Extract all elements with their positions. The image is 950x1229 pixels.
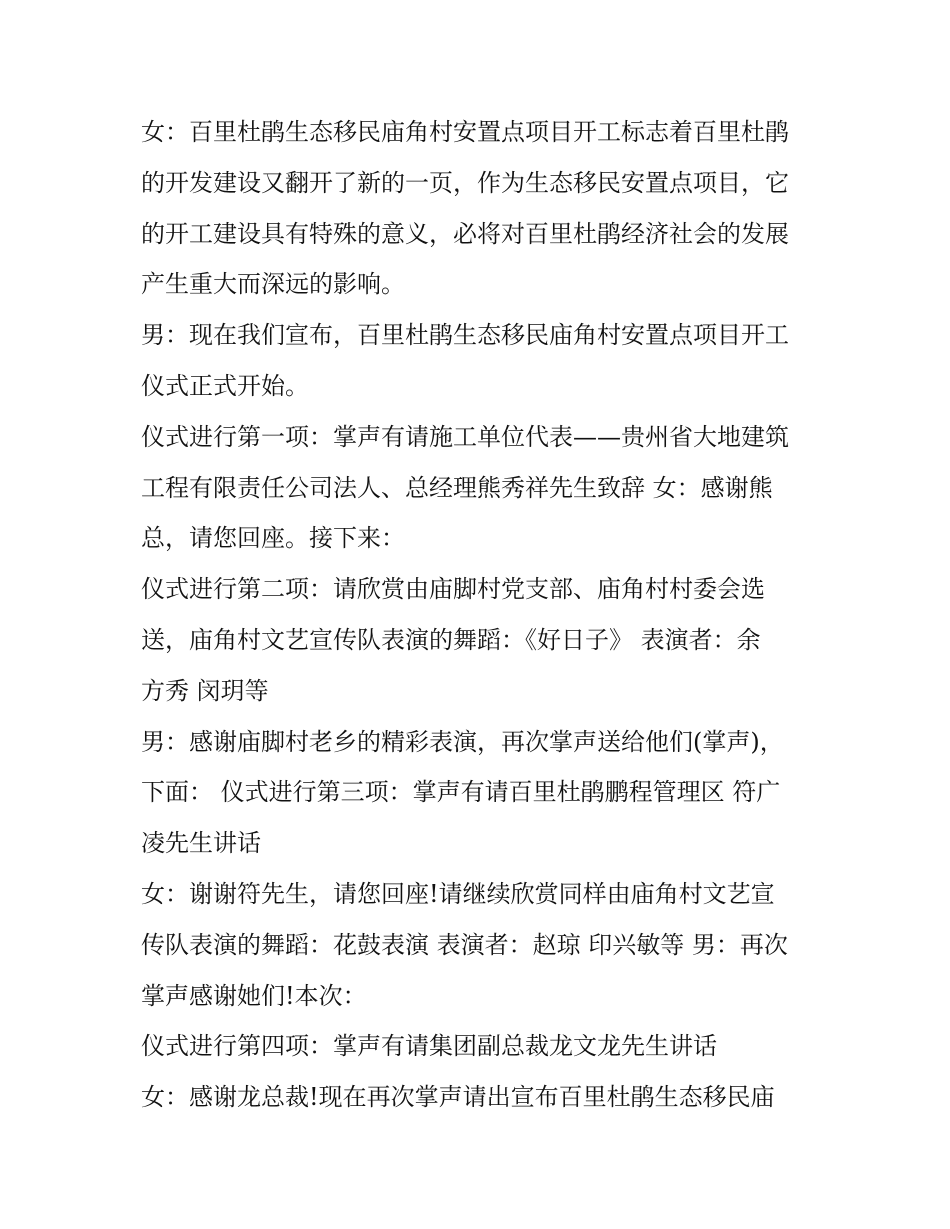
text-line-14: 下面： 仪式进行第三项：掌声有请百里杜鹃鹏程管理区 符广 [141,778,781,807]
text-line-16: 女：谢谢符先生，请您回座!请继续欣赏同样由庙角村文艺宣 [141,879,775,908]
text-line-3: 的开工建设具有特殊的意义，必将对百里杜鹃经济社会的发展 [141,219,789,248]
text-line-12: 方秀 闵玥等 [141,676,269,705]
text-line-10: 仪式进行第二项：请欣赏由庙脚村党支部、庙角村村委会选 [141,575,765,604]
text-line-15: 凌先生讲话 [141,829,261,858]
text-line-9: 总，请您回座。接下来： [141,524,405,553]
text-line-4: 产生重大而深远的影响。 [141,270,405,299]
text-line-13: 男：感谢庙脚村老乡的精彩表演，再次掌声送给他们(掌声)， [141,727,784,756]
text-line-6: 仪式正式开始。 [141,371,309,400]
text-line-19: 仪式进行第四项：掌声有请集团副总裁龙文龙先生讲话 [141,1032,717,1061]
text-line-8: 工程有限责任公司法人、总经理熊秀祥先生致辞 女：感谢熊 [141,473,773,502]
text-line-17: 传队表演的舞蹈：花鼓表演 表演者：赵琼 印兴敏等 男：再次 [141,930,788,959]
text-line-2: 的开发建设又翻开了新的一页，作为生态移民安置点项目，它 [141,168,789,197]
document-body [141,107,821,1123]
text-line-5: 男：现在我们宣布，百里杜鹃生态移民庙角村安置点项目开工 [141,321,789,350]
text-line-18: 掌声感谢她们!本次： [141,981,367,1010]
text-line-7: 仪式进行第一项：掌声有请施工单位代表——贵州省大地建筑 [141,422,789,451]
text-line-20: 女：感谢龙总裁!现在再次掌声请出宣布百里杜鹃生态移民庙 [141,1083,775,1112]
text-line-1: 女：百里杜鹃生态移民庙角村安置点项目开工标志着百里杜鹃 [141,118,789,146]
text-line-11: 送，庙角村文艺宣传队表演的舞蹈：《好日子》 表演者：余 [141,625,761,654]
